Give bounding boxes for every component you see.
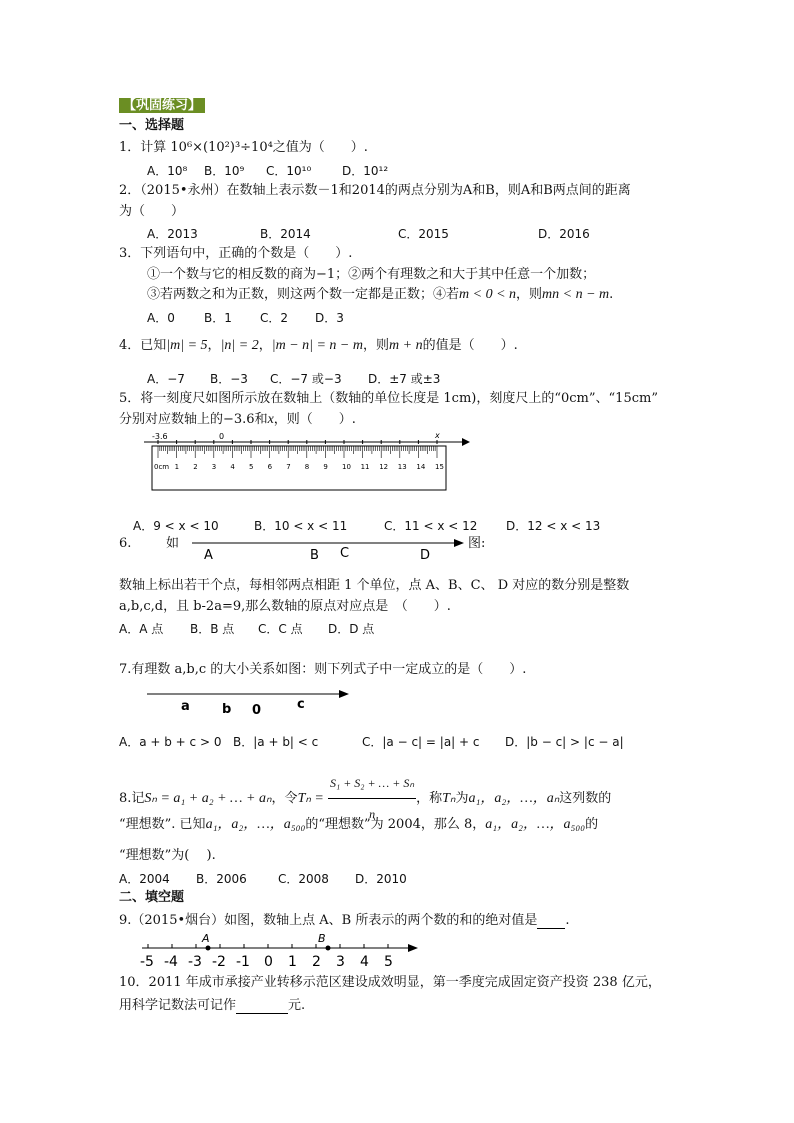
ruler-labels bbox=[154, 463, 444, 471]
q3-statement-1: ①一个数与它的相反数的商为−1；②两个有理数之和大于其中任意一个加数； bbox=[147, 267, 596, 282]
q9-number-line bbox=[140, 930, 420, 972]
q7-label-a: a bbox=[181, 699, 190, 714]
q5-option-a: A．9 < x < 10 bbox=[133, 519, 219, 533]
axis-label-neg3-6: -3.6 bbox=[152, 432, 168, 441]
q6-option-c: C．C 点 bbox=[258, 622, 303, 636]
q5-option-c: C．11 < x < 12 bbox=[384, 519, 478, 533]
q6-text-ru: 如 bbox=[166, 536, 180, 551]
q6-number: 6. bbox=[119, 536, 132, 551]
q9-tick-label: 5 bbox=[384, 954, 393, 970]
q5-stem-line2: 分别对应数轴上的−3.6和x，则（ ）. bbox=[119, 412, 356, 427]
q8-line1: 8.记Sₙ = a₁ + a₂ + … + aₙ，令Tₙ = $\frac{\text{S₁ + S₂ + … + Sₙ}}{n}$ ，称Tₙ为a₁，a₂，…，aₙ这列数的 bbox=[119, 768, 611, 829]
section-heading-choice: 一、选择题 bbox=[119, 118, 185, 133]
q1-stem: 1．计算 10⁶×(10²)³÷10⁴之值为（ ）. bbox=[119, 140, 368, 155]
q9-tick-label: -1 bbox=[236, 954, 250, 970]
ruler-label: 1 bbox=[174, 463, 180, 471]
q3-option-b: B．1 bbox=[204, 311, 232, 325]
q1-option-b: B．10⁹ bbox=[204, 164, 245, 178]
q7-option-c: C．|a − c| = |a| + c bbox=[362, 735, 480, 749]
q3-option-c: C．2 bbox=[260, 311, 289, 325]
q9-tick-label: 3 bbox=[336, 954, 345, 970]
q5-stem-line1: 5．将一刻度尺如图所示放在数轴上（数轴的单位长度是 1cm)，刻度尺上的“0cm”、“15cm” bbox=[119, 391, 658, 406]
ruler-label: 9 bbox=[323, 463, 328, 471]
q8-fraction: $\frac{\text{S₁ + S₂ + … + Sₙ}}{n}$ bbox=[328, 768, 416, 829]
q10-stem-line2: 用科学记数法可记作 元. bbox=[119, 998, 306, 1013]
q7-number-line bbox=[145, 686, 355, 718]
ruler-label: 12 bbox=[379, 463, 389, 471]
q3-statement-2: ③若两数之和为正数，则这两个数一定都是正数；④若m < 0 < n，则mn < n − m. bbox=[147, 287, 614, 302]
ruler-label: 6 bbox=[267, 463, 273, 471]
q10-stem-line1: 10．2011 年成市承接产业转移示范区建设成效明显，第一季度完成固定资产投资 238 亿元， bbox=[119, 975, 661, 990]
ruler-label: 4 bbox=[230, 463, 235, 471]
q1-option-a: A．10⁸ bbox=[147, 164, 188, 178]
q8-option-b: B．2006 bbox=[196, 872, 247, 886]
q2-option-c: C．2015 bbox=[398, 227, 449, 241]
q4-option-c: C．−7 或−3 bbox=[270, 372, 342, 386]
q9-tick-label: -2 bbox=[212, 954, 226, 970]
q1-option-d: D．10¹² bbox=[342, 164, 389, 178]
q9-point-b bbox=[326, 946, 331, 951]
q4-option-d: D．±7 或±3 bbox=[368, 372, 441, 386]
q3-option-a: A．0 bbox=[147, 311, 175, 325]
axis-label-zero: 0 bbox=[219, 432, 225, 441]
q6-option-a: A．A 点 bbox=[119, 622, 164, 636]
ruler-label: 3 bbox=[211, 463, 217, 471]
q6-option-b: B．B 点 bbox=[190, 622, 235, 636]
ruler-label: 10 bbox=[342, 463, 351, 471]
ruler-label: 11 bbox=[360, 463, 370, 471]
q4-stem: 4．已知|m| = 5，|n| = 2，|m − n| = n − m，则m + n的值是（ ）. bbox=[119, 338, 518, 353]
q7-option-d: D．|b − c| > |c − a| bbox=[505, 735, 624, 749]
q9-tick-label: 0 bbox=[264, 954, 273, 970]
q8-line2: “理想数”. 已知a₁，a₂，…，a₅₀₀的“理想数”为 2004，那么 8，a₁，a₂，…，a₅₀₀的 bbox=[119, 817, 599, 832]
q6-option-d: D．D 点 bbox=[328, 622, 375, 636]
q7-option-a: A．a + b + c > 0 bbox=[119, 735, 222, 749]
q9-tick-label: 2 bbox=[312, 954, 321, 970]
q9-tick-label: 1 bbox=[288, 954, 297, 970]
q9-answer-blank[interactable] bbox=[537, 912, 565, 929]
q9-tick-label: -3 bbox=[188, 954, 202, 970]
section-heading-fill: 二、填空题 bbox=[119, 890, 185, 905]
q7-label-zero: 0 bbox=[252, 703, 262, 718]
ruler-label: 2 bbox=[193, 463, 198, 471]
q8-option-a: A．2004 bbox=[119, 872, 170, 886]
q3-option-d: D．3 bbox=[315, 311, 344, 325]
q6-text-tu: 图: bbox=[468, 536, 486, 551]
q9-point-a bbox=[206, 946, 211, 951]
q6-description-line2: a,b,c,d，且 b-2a=9,那么数轴的原点对应点是 （ ）. bbox=[119, 599, 451, 614]
q7-label-b: b bbox=[222, 702, 232, 717]
q9-stem: 9.（2015•烟台）如图，数轴上点 A、B 所表示的两个数的和的绝对值是 . bbox=[119, 913, 570, 928]
q7-label-c: c bbox=[297, 697, 305, 712]
ruler-label: 0cm bbox=[154, 463, 170, 471]
q8-option-d: D．2010 bbox=[355, 872, 407, 886]
q3-stem: 3．下列语句中，正确的个数是（ ）. bbox=[119, 246, 353, 261]
ruler-label: 5 bbox=[249, 463, 254, 471]
q7-stem: 7.有理数 a,b,c 的大小关系如图：则下列式子中一定成立的是（ ）. bbox=[119, 662, 527, 677]
q1-option-c: C．10¹⁰ bbox=[266, 164, 312, 178]
q4-option-b: B．−3 bbox=[210, 372, 248, 386]
axis-label-x: x bbox=[435, 431, 440, 440]
q5-ruler-figure bbox=[140, 430, 470, 492]
ruler-label: 15 bbox=[435, 463, 444, 471]
q6-point-d: D bbox=[420, 548, 431, 561]
q2-option-d: D．2016 bbox=[538, 227, 590, 241]
q5-option-b: B．10 < x < 11 bbox=[254, 519, 348, 533]
ruler-label: 13 bbox=[397, 463, 407, 471]
q2-option-a: A．2013 bbox=[147, 227, 198, 241]
q6-point-a: A bbox=[204, 548, 213, 561]
ruler-ticks bbox=[158, 440, 437, 458]
q10-answer-blank[interactable] bbox=[236, 997, 288, 1014]
q5-option-d: D．12 < x < 13 bbox=[506, 519, 601, 533]
q8-line3: “理想数”为( ). bbox=[119, 848, 216, 863]
q6-description-line1: 数轴上标出若干个点，每相邻两点相距 1 个单位，点 A、B、C、 D 对应的数分别是整数 bbox=[119, 578, 630, 593]
q2-stem-line1: 2．（2015•永州）在数轴上表示数－1和2014的两点分别为A和B，则A和B两点间的距离 bbox=[119, 183, 631, 198]
q9-point-a-label: A bbox=[202, 932, 210, 945]
ruler-label: 14 bbox=[416, 463, 426, 471]
q2-option-b: B．2014 bbox=[260, 227, 311, 241]
q9-tick-label: 4 bbox=[360, 954, 369, 970]
q6-point-b: B bbox=[310, 548, 319, 561]
q9-point-b-label: B bbox=[318, 932, 326, 945]
q9-tick-label: -5 bbox=[140, 954, 154, 970]
q9-tick-label: -4 bbox=[164, 954, 178, 970]
ruler-label: 7 bbox=[286, 463, 291, 471]
q4-option-a: A．−7 bbox=[147, 372, 185, 386]
q7-option-b: B．|a + b| < c bbox=[233, 735, 319, 749]
q2-stem-line2: 为（ ） bbox=[119, 204, 185, 219]
ruler-label: 8 bbox=[304, 463, 310, 471]
q6-number-line bbox=[190, 535, 470, 561]
practice-banner: 【巩固练习】 bbox=[119, 98, 205, 114]
q8-option-c: C．2008 bbox=[278, 872, 329, 886]
q6-point-c: C bbox=[340, 546, 350, 561]
